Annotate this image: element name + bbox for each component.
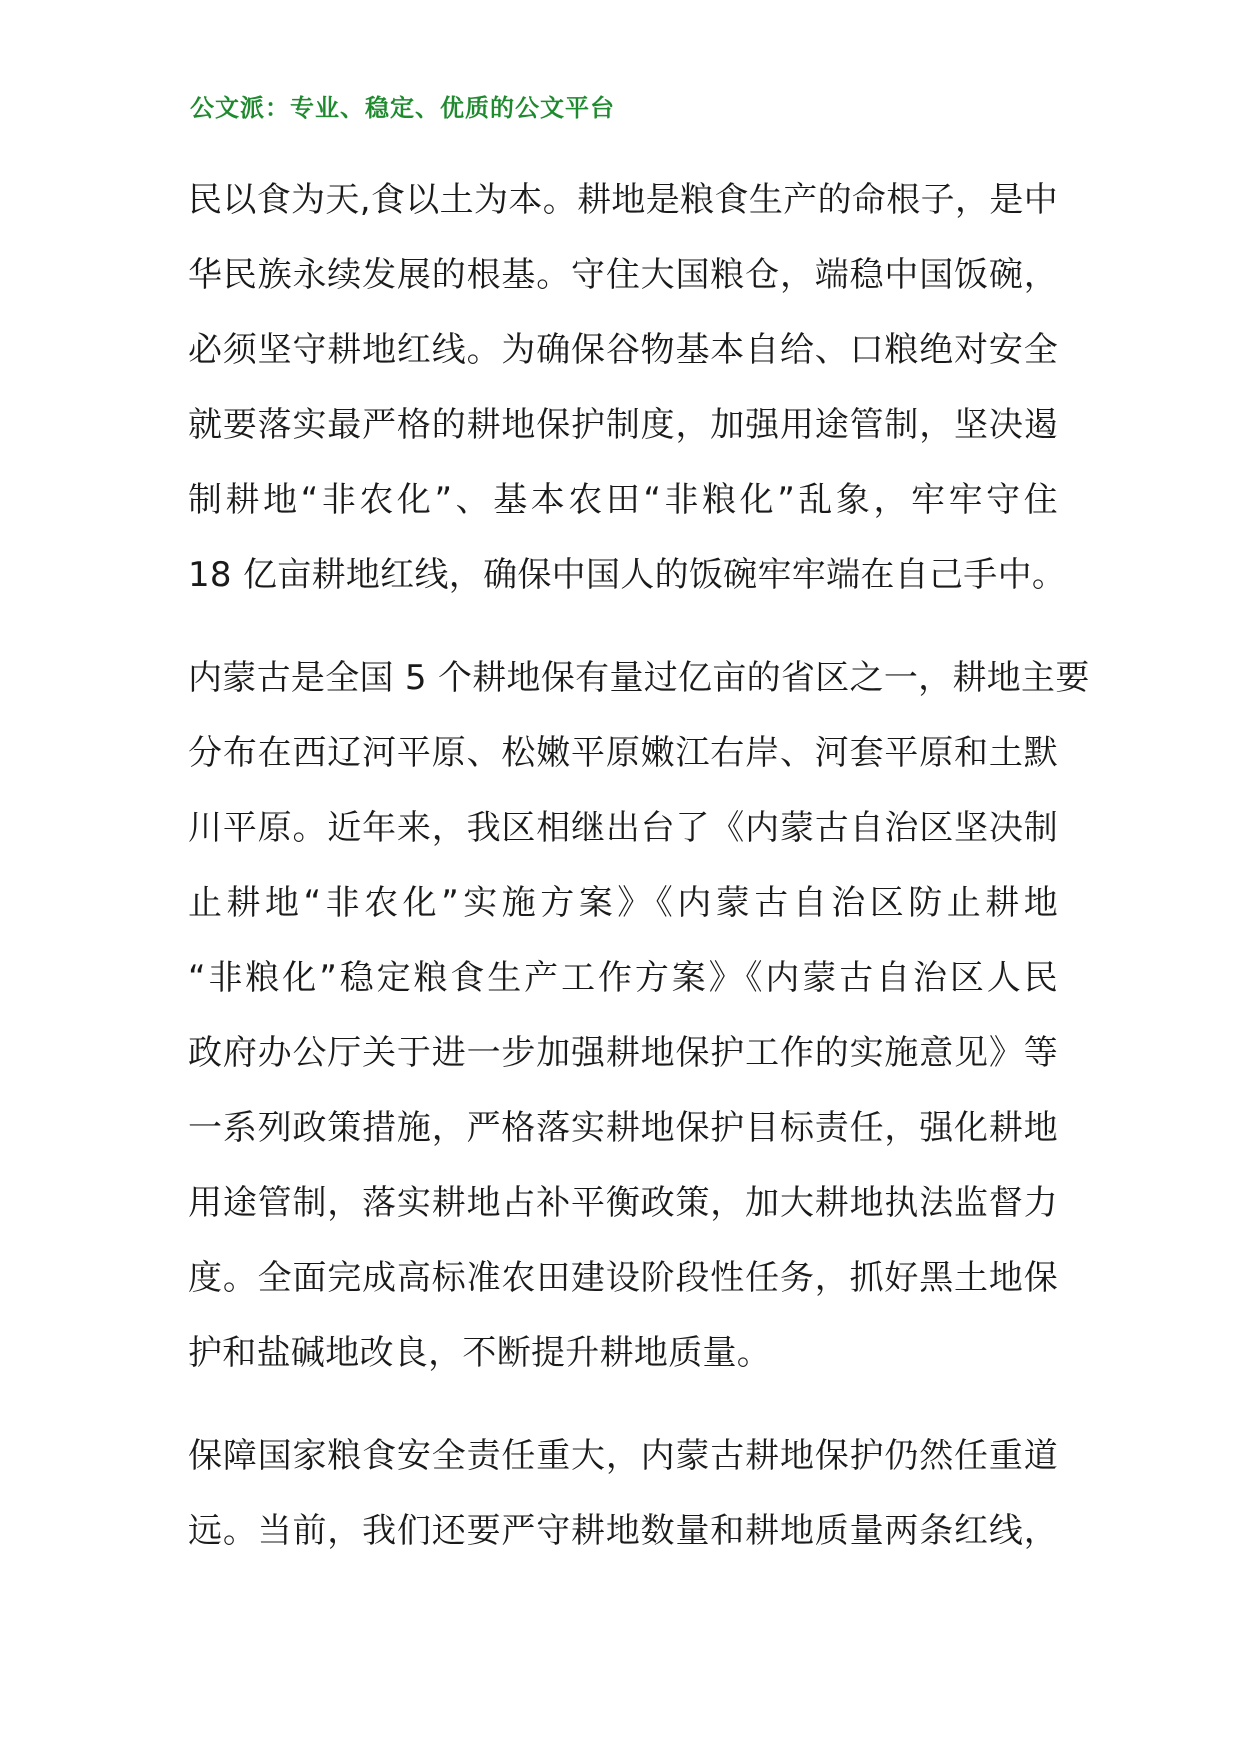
paragraph-3 — [188, 1419, 1058, 1569]
text-line: 分布在西辽河平原、松嫩平原嫩江右岸、河套平原和土默 — [188, 733, 1058, 773]
text-line: 华民族永续发展的根基。守住大国粮仓，端稳中国饭碗， — [188, 255, 1058, 295]
text-line: 远。当前，我们还要严守耕地数量和耕地质量两条红线， — [188, 1511, 1058, 1551]
text-line: 度。全面完成高标准农田建设阶段性任务，抓好黑土地保 — [188, 1258, 1058, 1298]
text-line: 护和盐碱地改良，不断提升耕地质量。 — [188, 1333, 772, 1373]
site-header-title: 公文派：专业、稳定、优质的公文平台 — [190, 94, 615, 122]
paragraph-1 — [188, 163, 1067, 613]
text-line: 制耕地“非农化”、基本农田“非粮化”乱象，牢牢守住 — [188, 480, 1058, 520]
text-line: 保障国家粮食安全责任重大，内蒙古耕地保护仍然任重道 — [188, 1436, 1058, 1476]
text-line: 用途管制，落实耕地占补平衡政策，加大耕地执法监督力 — [188, 1183, 1058, 1223]
text-line: 内蒙古是全国 5 个耕地保有量过亿亩的省区之一，耕地主要 — [188, 658, 1090, 698]
text-line: 政府办公厅关于进一步加强耕地保护工作的实施意见》等 — [188, 1033, 1058, 1073]
text-line: 止耕地“非农化”实施方案》《内蒙古自治区防止耕地 — [188, 883, 1058, 923]
article-body — [188, 163, 1090, 1597]
text-line: 民以食为天,食以土为本。耕地是粮食生产的命根子，是中 — [188, 180, 1058, 220]
text-line: “非粮化”稳定粮食生产工作方案》《内蒙古自治区人民 — [188, 958, 1058, 998]
text-line: 必须坚守耕地红线。为确保谷物基本自给、口粮绝对安全 — [188, 330, 1058, 370]
text-line: 一系列政策措施，严格落实耕地保护目标责任，强化耕地 — [188, 1108, 1058, 1148]
text-line: 18 亿亩耕地红线，确保中国人的饭碗牢牢端在自己手中。 — [188, 555, 1067, 595]
text-line: 川平原。近年来，我区相继出台了《内蒙古自治区坚决制 — [188, 808, 1058, 848]
paragraph-2 — [188, 641, 1090, 1391]
text-line: 就要落实最严格的耕地保护制度，加强用途管制，坚决遏 — [188, 405, 1058, 445]
